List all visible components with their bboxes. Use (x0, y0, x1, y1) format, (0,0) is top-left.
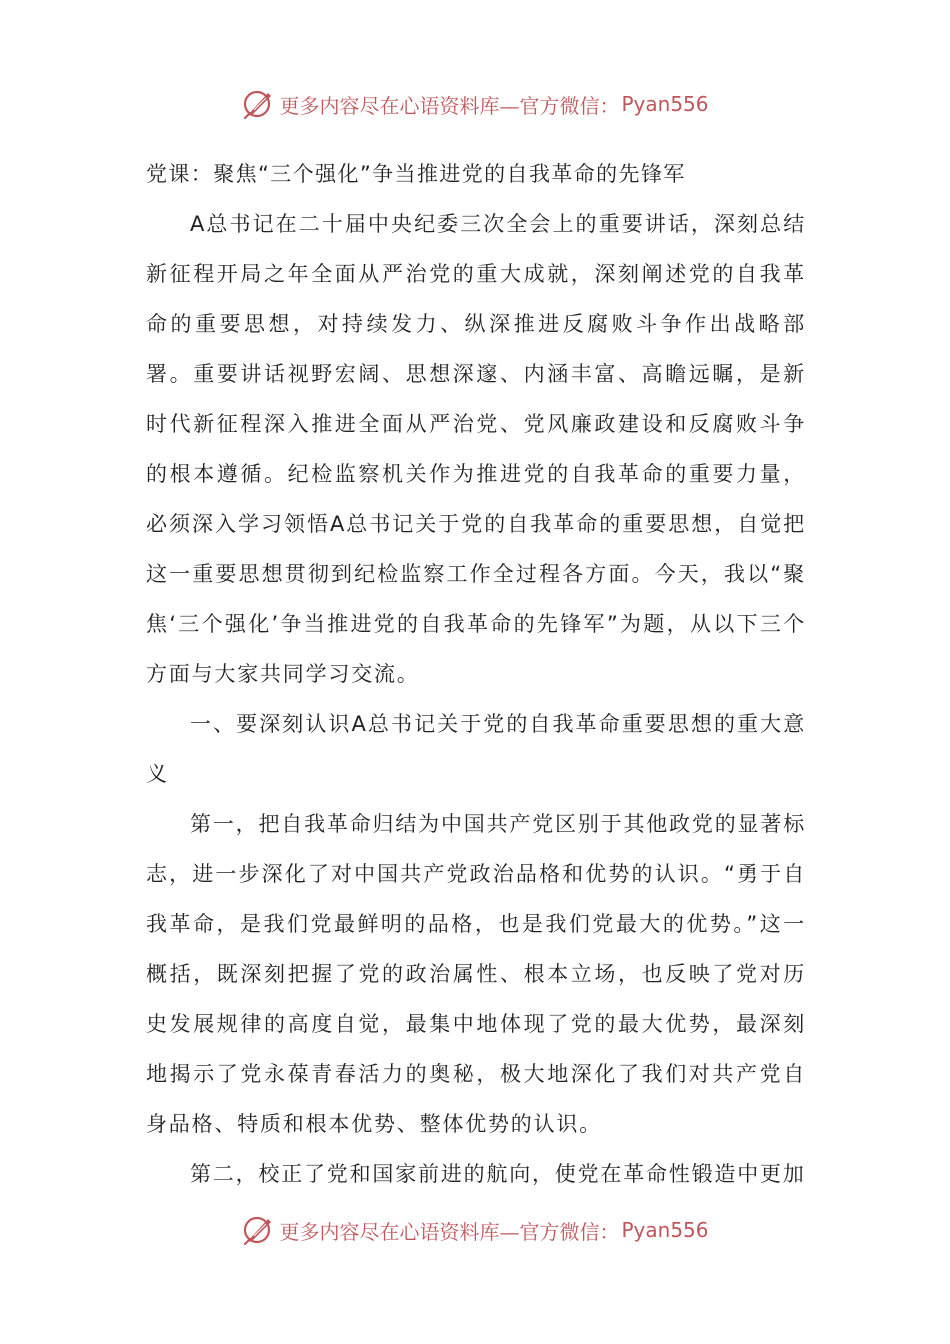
watermark-banner-top (0, 82, 950, 126)
watermark-wechat-id: Pyan556 (621, 92, 709, 116)
section-heading-1: 一、要深刻认识A总书记关于党的自我革命重要思想的重大意义 (146, 712, 806, 786)
document-title: 党课：聚焦“三个强化”争当推进党的自我革命的先锋军 (146, 162, 686, 186)
watermark-wechat-id: Pyan556 (621, 1218, 709, 1242)
paragraph-point-2: 第二，校正了党和国家前进的航向，使党在革命性锻造中更加 (190, 1162, 806, 1186)
quill-logo-icon (241, 87, 275, 121)
document-body (146, 149, 806, 1199)
watermark-banner-bottom (0, 1208, 950, 1252)
paragraph-intro: A总书记在二十届中央纪委三次全会上的重要讲话，深刻总结新征程开局之年全面从严治党的重大成就，深刻阐述党的自我革命的重要思想，对持续发力、纵深推进反腐败斗争作出战略部署。重要讲话视野宏阔、思想深邃、内涵丰富、高瞻远瞩，是新时代新征程深入推进全面从严治党、党风廉政建设和反腐败斗争的根本遵循。纪检监察机关作为推进党的自我革命的重要力量，必须深入学习领悟A总书记关于党的自我革命的重要思想，自觉把这一重要思想贯彻到纪检监察工作全过程各方面。今天，我以“聚焦‘三个强化’争当推进党的自我革命的先锋军”为题，从以下三个方面与大家共同学习交流。 (146, 212, 806, 686)
quill-logo-icon (241, 1213, 275, 1247)
watermark-text: 更多内容尽在心语资料库—官方微信： (279, 93, 620, 118)
watermark-text: 更多内容尽在心语资料库—官方微信： (279, 1219, 620, 1244)
paragraph-point-1: 第一，把自我革命归结为中国共产党区别于其他政党的显著标志，进一步深化了对中国共产党政治品格和优势的认识。“勇于自我革命，是我们党最鲜明的品格，也是我们党最大的优势。”这一概括，既深刻把握了党的政治属性、根本立场，也反映了党对历史发展规律的高度自觉，最集中地体现了党的最大优势，最深刻地揭示了党永葆青春活力的奥秘，极大地深化了我们对共产党自身品格、特质和根本优势、整体优势的认识。 (146, 812, 806, 1136)
